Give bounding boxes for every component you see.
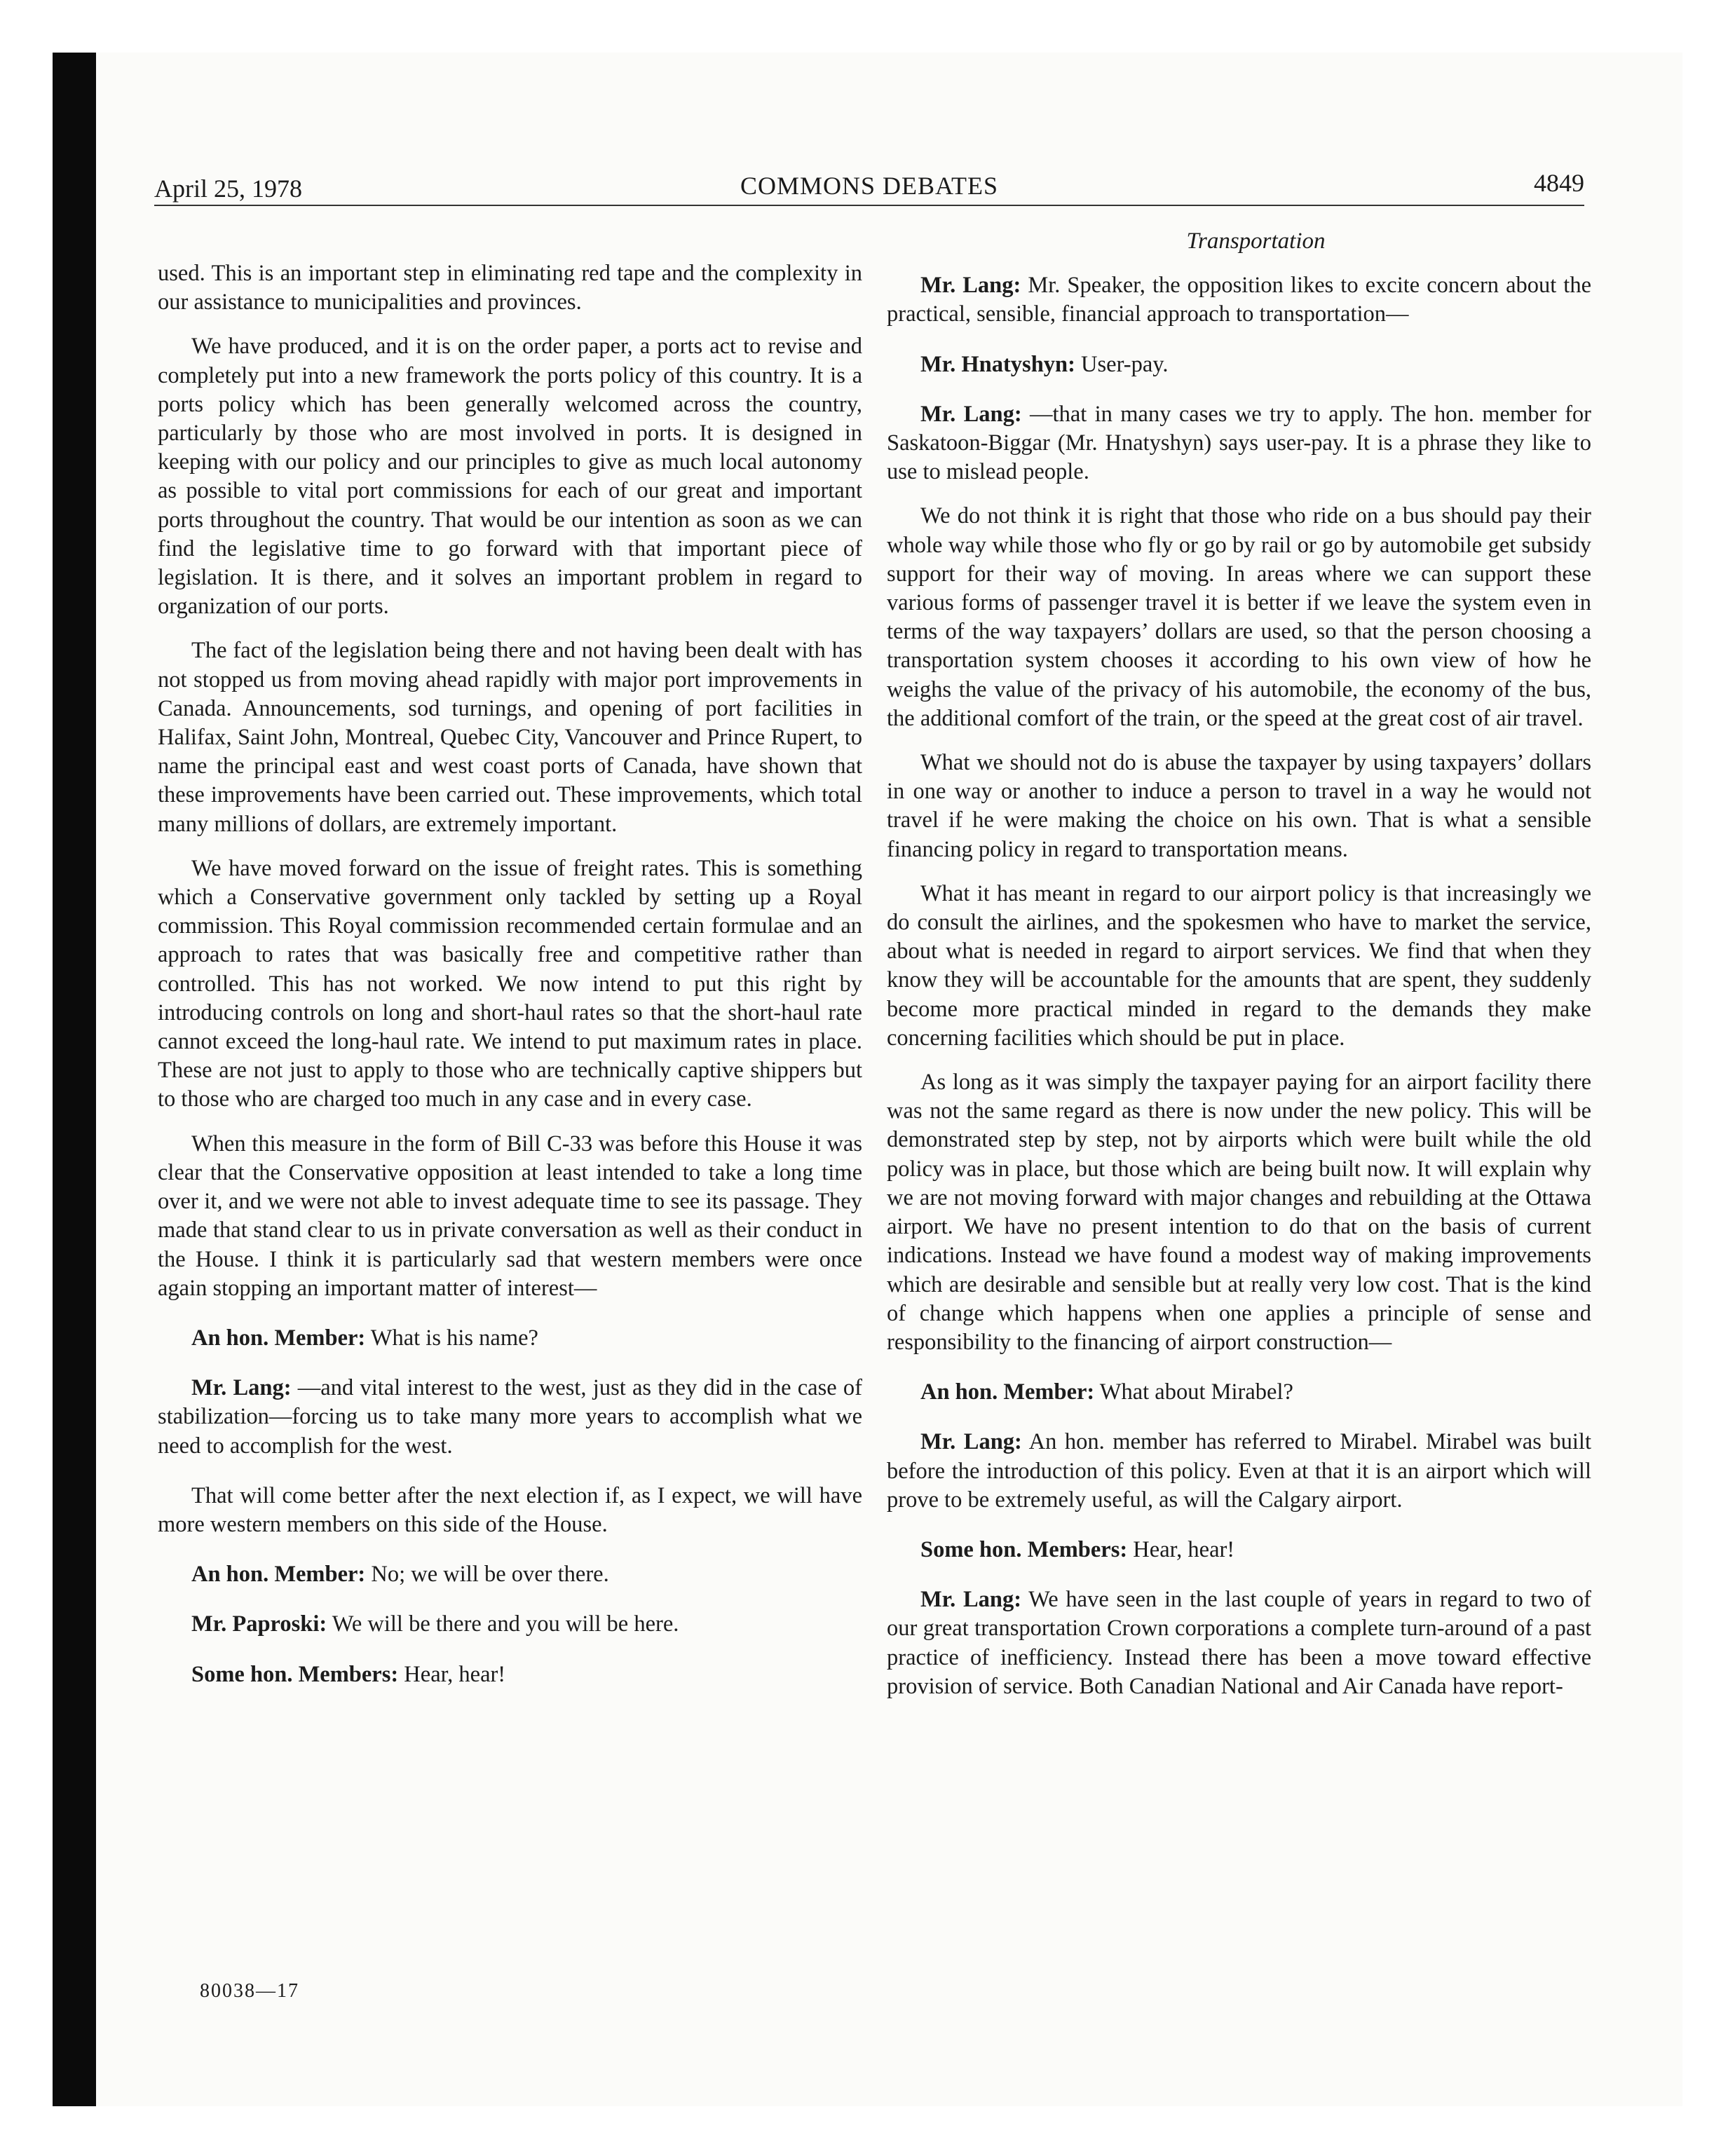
speech-text: No; we will be over there. — [365, 1562, 609, 1588]
paragraph-text: That will come better after the next election if, as I expect, we will have more western members on this side of the House. — [158, 1482, 862, 1537]
paragraph-text: What we should not do is abuse the taxpayer by using taxpayers’ dollars in one way or another to induce a person to travel in a way he would not travel if he were making the choice on his own. That is what a sensible financing policy in regard to transportation means. — [887, 750, 1591, 862]
paragraph-text: The fact of the legislation being there and not having been dealt with has not stopped us from moving ahead rapidly with major port improvements in Canada. Announcements, sod turnings, and opening of port facilities in Halifax, Saint John, Montreal, Quebec City, Vancouver and Prince Rupert, to name the principal east and west coast ports of Canada, have shown that these improvements have been carried out. These improvements, which total many millions of dollars, are extremely important. — [158, 638, 862, 837]
speech-text: We have seen in the last couple of years in regard to two of our great transportation Crown corporations a complete turn-around of a past practice of inefficiency. Instead there has been a move toward effective provision of service. Both Canadian National and Air Canada have report- — [887, 1587, 1591, 1699]
speech-paragraph — [887, 1536, 1591, 1564]
paragraph-text: We have produced, and it is on the order paper, a ports act to revise and completely put into a new framework the ports policy of this country. It is a ports policy which has been generally welcomed across the country, particularly by those who are most involved in ports. It is designed in keeping with our policy and our principles to give as much local autonomy as possible to vital port commissions for each of our great and important ports throughout the country. That would be our intention as soon as we can find the legislative time to go forward with that important piece of legislation. It is there, and it solves an important problem in regard to organization of our ports. — [158, 334, 862, 620]
paragraph — [887, 502, 1591, 733]
header-publication: COMMONS DEBATES — [740, 172, 999, 200]
speech-paragraph — [887, 400, 1591, 487]
speaker-name: Mr. Lang: — [191, 1375, 292, 1401]
speaker-name: An hon. Member: — [191, 1562, 366, 1588]
paragraph — [887, 880, 1591, 1053]
paragraph — [158, 332, 862, 621]
paragraph — [158, 259, 862, 317]
speech-paragraph — [887, 1378, 1591, 1407]
paragraph — [887, 1068, 1591, 1357]
paragraph — [158, 636, 862, 838]
right-column — [887, 227, 1591, 1722]
speech-text: Mr. Speaker, the opposition likes to excite concern about the practical, sensible, financial approach to transportation— — [887, 273, 1591, 327]
speech-paragraph — [158, 1610, 862, 1639]
speech-paragraph — [887, 271, 1591, 329]
speech-paragraph — [158, 1560, 862, 1589]
paragraph — [158, 1482, 862, 1539]
speech-paragraph — [158, 1324, 862, 1353]
speaker-name: Mr. Lang: — [920, 1429, 1022, 1455]
speaker-name: Mr. Hnatyshyn: — [920, 351, 1075, 377]
speaker-name: Some hon. Members: — [920, 1536, 1128, 1562]
speech-paragraph — [158, 1660, 862, 1689]
running-head — [154, 168, 1584, 205]
paragraph — [158, 854, 862, 1114]
paragraph-text: We have moved forward on the issue of freight rates. This is something which a Conservative government only tackled by setting up a Royal commission. This Royal commission recommended certain formulae and an approach to rates that was basically free and competitive rather than controlled. This has not worked. We now intend to put this right by introducing controls on long and short-haul rates so that the short-haul rate cannot exceed the long-haul rate. We intend to put maximum rates in place. These are not just to apply to those who are technically captive shippers but to those who are charged too much in any case and in every case. — [158, 855, 862, 1112]
speaker-name: An hon. Member: — [920, 1379, 1095, 1405]
paragraph-text: What it has meant in regard to our airport policy is that increasingly we do consult the airlines, and the spokesmen who have to market the service, about what is needed in regard to airport services. We find that when they know they will be accountable for the amounts that are spent, they suddenly become more practical minded in regard to the demands they make concerning facilities which should be put in place. — [887, 880, 1591, 1051]
speech-text: What about Mirabel? — [1094, 1379, 1293, 1405]
speech-paragraph — [887, 1428, 1591, 1515]
speech-text: Hear, hear! — [398, 1661, 506, 1687]
speech-paragraph — [887, 1585, 1591, 1701]
speaker-name: Mr. Lang: — [920, 273, 1021, 299]
speech-text: We will be there and you will be here. — [327, 1611, 679, 1637]
paragraph-text: used. This is an important step in eliminating red tape and the complexity in our assistance to municipalities and provinces. — [158, 261, 862, 315]
footer-code: 80038—17 — [200, 1980, 299, 2002]
speaker-name: Mr. Paproski: — [191, 1611, 327, 1637]
header-page-number: 4849 — [1534, 169, 1584, 197]
speech-paragraph — [158, 1374, 862, 1461]
header-date: April 25, 1978 — [154, 175, 302, 203]
scan-edge-shadow — [53, 53, 96, 2106]
header-rule — [154, 205, 1584, 206]
speech-text: What is his name? — [365, 1325, 538, 1351]
paragraph — [158, 1130, 862, 1303]
speaker-name: Some hon. Members: — [191, 1661, 399, 1687]
speech-text: An hon. member has referred to Mirabel. Mirabel was built before the introduction of this policy. Even at that it is an airport which will prove to be extremely useful, as will the Calgary airport. — [887, 1429, 1591, 1513]
section-heading: Transportation — [1186, 228, 1326, 254]
paragraph-text: We do not think it is right that those who ride on a bus should pay their whole way while those who fly or go by rail or go by automobile get subsidy support for their way of moving. In areas where we can support these various forms of passenger travel it is better if we leave the system even in terms of the way taxpayers’ dollars are used, so that the person choosing a transportation system chooses it according to his own view of how he weighs the value of the privacy of his automobile, the economy of the bus, the additional comfort of the train, or the speed at the great cost of air travel. — [887, 503, 1591, 731]
speech-text: —that in many cases we try to apply. The hon. member for Saskatoon-Biggar (Mr. Hnatyshyn) says user-pay. It is a phrase they like to use to mislead people. — [887, 401, 1591, 485]
paragraph-text: As long as it was simply the taxpayer paying for an airport facility there was not the same regard as there is now under the new policy. This will be demonstrated step by step, not by airports which were built while the old policy was in place, but those which are being built now. It will explain why we are not moving forward with major changes and rebuilding at the Ottawa airport. We have no present intention to do that on the basis of current indications. Instead we have found a modest way of making improvements which are desirable and sensible but at really very low cost. That is the kind of change which happens when one applies a principle of sense and responsibility to the financing of airport construction— — [887, 1070, 1591, 1355]
paragraph — [887, 749, 1591, 864]
paragraph-text: When this measure in the form of Bill C-33 was before this House it was clear that the Conservative opposition at least intended to take a long time over it, and we were not able to invest adequate time to see its passage. They made that stand clear to us in private conversation as well as their conduct in the House. I think it is particularly sad that western members were once again stopping an important matter of interest— — [158, 1131, 862, 1301]
left-column — [158, 259, 862, 1710]
speaker-name: Mr. Lang: — [920, 401, 1022, 427]
speaker-name: Mr. Lang: — [920, 1587, 1022, 1613]
speech-text: —and vital interest to the west, just as they did in the case of stabilization—forcing us to take many more years to accomplish what we need to accomplish for the west. — [158, 1375, 862, 1459]
speech-text: Hear, hear! — [1127, 1536, 1235, 1562]
speech-text: User-pay. — [1075, 351, 1169, 377]
speech-paragraph — [887, 350, 1591, 379]
speaker-name: An hon. Member: — [191, 1325, 366, 1351]
